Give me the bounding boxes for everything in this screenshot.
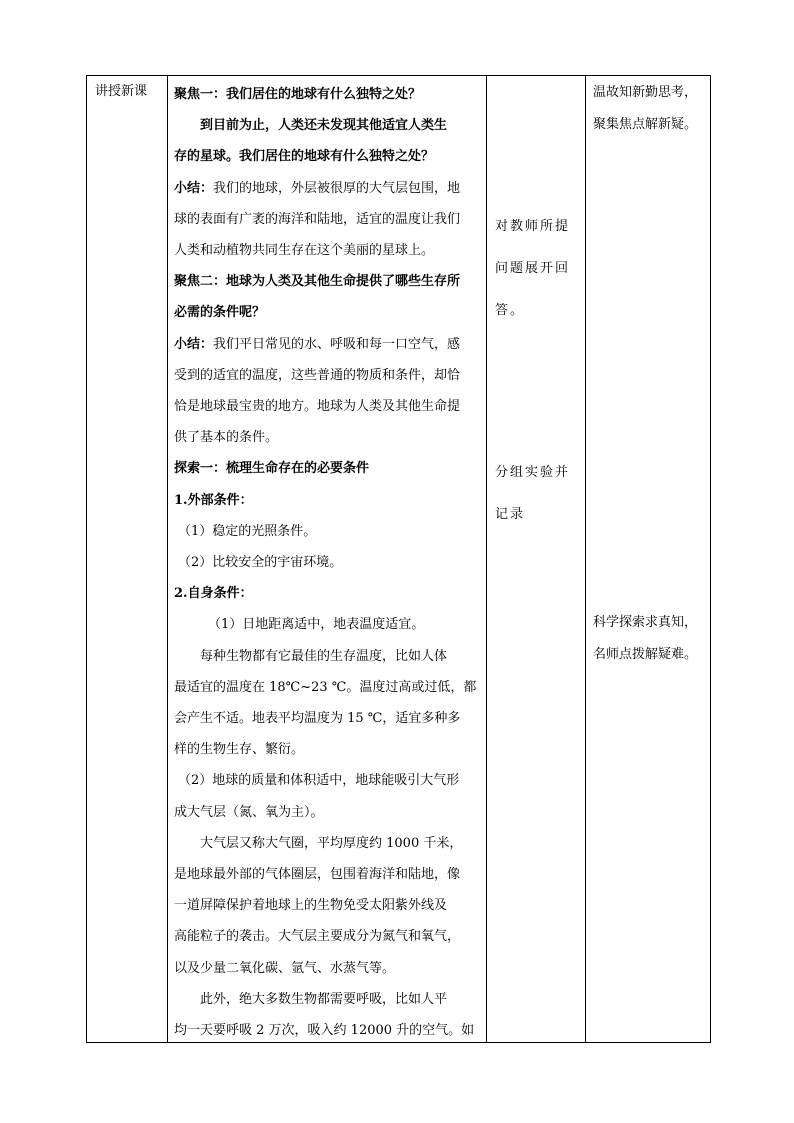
student-activity-line: 记录: [495, 507, 526, 522]
content-line: 样的生物生存、繁衍。: [174, 742, 305, 758]
content-line: 到目前为止，人类还未发现其他适宜人类生: [200, 118, 448, 134]
section-label-cell: [87, 76, 168, 1043]
content-line: 最适宜的温度在 18℃~23 ℃。温度过高或过低，都: [174, 679, 477, 695]
content-line-body: 我们平日常见的水、呼吸和每一口空气，感: [213, 336, 461, 352]
content-line: （1）稳定的光照条件。: [178, 523, 317, 539]
content-line: 球的表面有广袤的海洋和陆地，适宜的温度让我们: [174, 211, 461, 227]
content-line: 供了基本的条件。: [174, 430, 279, 446]
student-activity-line: 分组实验并: [495, 465, 571, 480]
teaching-content-cell: [168, 76, 487, 1043]
design-intent-line: 聚集焦点解新疑。: [593, 116, 698, 132]
student-activity-line: 对教师所提: [495, 219, 571, 234]
lesson-plan-table: [86, 75, 711, 1043]
content-line-prefix: 小结：: [174, 336, 214, 352]
content-line: [174, 329, 482, 360]
content-line: 均一天要呼吸 2 万次，吸入约 12000 升的空气。如: [174, 1023, 475, 1039]
student-activity-line: 答。: [495, 303, 526, 318]
content-line: 存的星球。我们居住的地球有什么独特之处？: [174, 149, 435, 165]
student-activity-block-2: [495, 452, 570, 536]
design-intent-cell: [586, 76, 711, 1043]
student-activity-cell: [487, 76, 586, 1043]
design-intent-line: 名师点拨解疑难。: [593, 646, 698, 662]
content-line: 必需的条件呢？: [174, 305, 266, 321]
content-line: 2.自身条件：: [174, 586, 253, 602]
design-intent-line: 温故知新勤思考，: [593, 85, 698, 100]
content-line: 聚焦二：地球为人类及其他生命提供了哪些生存所: [174, 274, 461, 290]
content-line: 成大气层（氮、氧为主）。: [174, 804, 324, 820]
table-row: [87, 76, 711, 1043]
teaching-content: [168, 76, 486, 1042]
content-line: 高能粒子的袭击。大气层主要成分为氮气和氧气，: [174, 929, 461, 945]
student-activity-block-1: [495, 206, 570, 332]
content-line: [174, 173, 482, 204]
content-line: 1.外部条件：: [174, 492, 253, 508]
content-line: 以及少量二氧化碳、氩气、水蒸气等。: [174, 960, 396, 976]
content-line: 一道屏障保护着地球上的生物免受太阳紫外线及: [174, 898, 448, 914]
content-line: 受到的适宜的温度，这些普通的物质和条件，却恰: [174, 367, 461, 383]
content-line-prefix: 小结：: [174, 180, 214, 196]
content-line: 每种生物都有它最佳的生存温度，比如人体: [200, 648, 448, 664]
content-line: 会产生不适。地表平均温度为 15 ℃，适宜多种多: [174, 711, 461, 727]
student-activity-line: 问题展开回: [495, 261, 571, 276]
content-line: 恰是地球最宝贵的地方。地球为人类及其他生命提: [174, 399, 461, 415]
content-line: 是地球最外部的气体圈层，包围着海洋和陆地，像: [174, 867, 461, 883]
design-intent-block-2: [593, 607, 697, 670]
content-line: 大气层又称大气圈，平均厚度约 1000 千米，: [200, 835, 463, 851]
design-intent-line: 科学探索求真知，: [593, 615, 698, 630]
content-line: （1）日地距离适中，地表温度适宜。: [208, 617, 425, 633]
content-line: 探索一：梳理生命存在的必要条件: [174, 461, 370, 477]
section-label: 讲授新课: [95, 84, 148, 99]
content-line-body: 我们的地球，外层被很厚的大气层包围，地: [213, 180, 461, 196]
content-line: 聚焦一：我们居住的地球有什么独特之处？: [174, 87, 422, 102]
content-line: 此外，绝大多数生物都需要呼吸，比如人平: [200, 991, 448, 1007]
content-line: 人类和动植物共同生存在这个美丽的星球上。: [174, 243, 435, 259]
content-line: （2）地球的质量和体积适中，地球能吸引大气形: [178, 773, 460, 789]
design-intent-block-1: [593, 77, 697, 140]
content-line: （2）比较安全的宇宙环境。: [178, 555, 343, 571]
